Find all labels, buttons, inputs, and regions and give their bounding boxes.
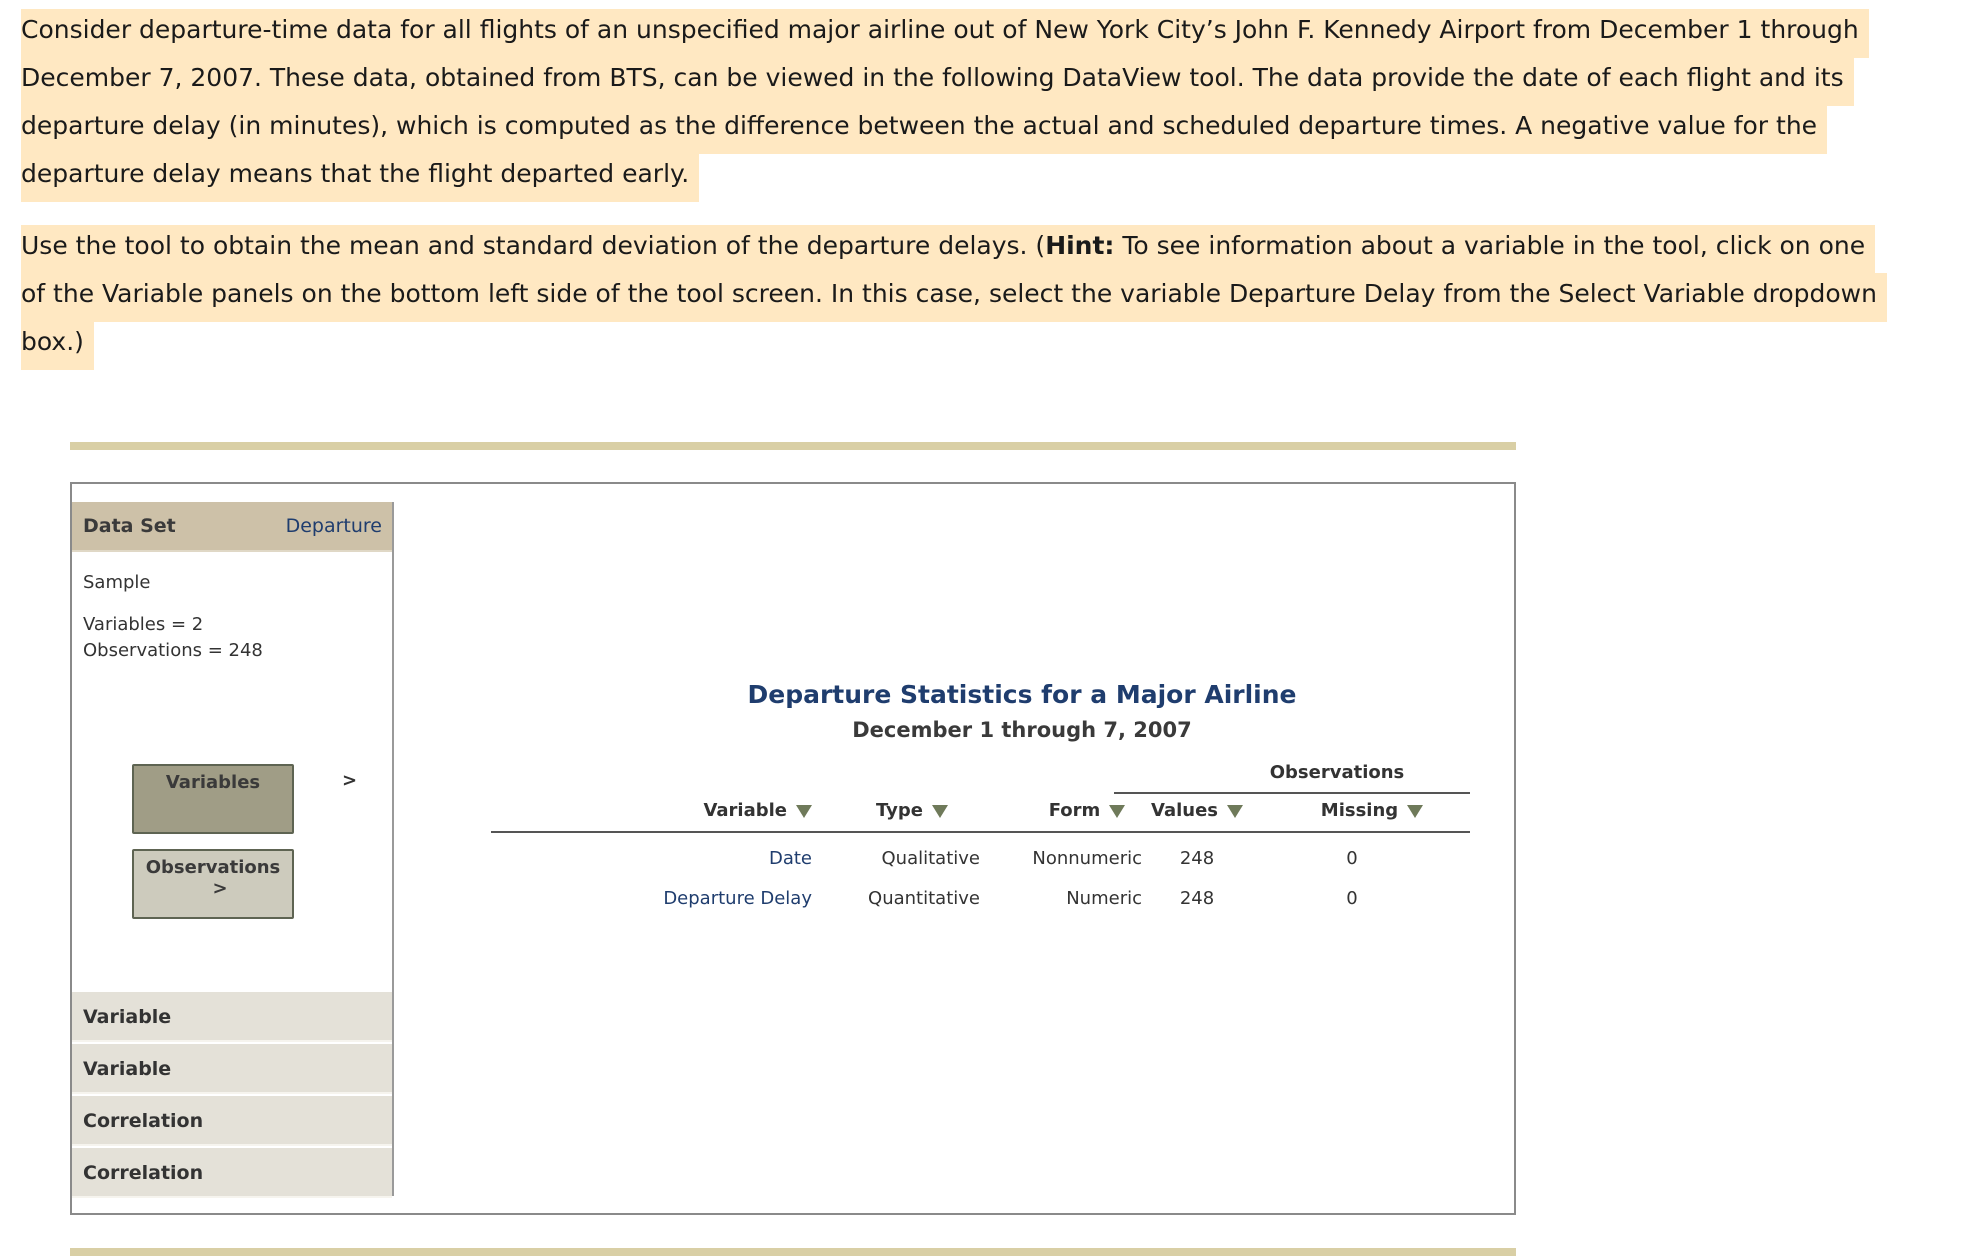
observations-button-label: Observations bbox=[145, 857, 281, 878]
dataset-header bbox=[72, 502, 392, 552]
sort-triangle-icon[interactable] bbox=[1227, 805, 1243, 818]
row-2-type: Quantitative bbox=[868, 888, 980, 909]
header-rule bbox=[491, 831, 1470, 833]
column-header-variable[interactable] bbox=[632, 800, 812, 821]
observations-group-header: Observations bbox=[1269, 762, 1405, 783]
row-2-missing: 0 bbox=[1346, 888, 1358, 909]
observations-button[interactable] bbox=[132, 849, 294, 919]
column-header-type[interactable] bbox=[852, 800, 972, 821]
row-2-variable[interactable]: Departure Delay bbox=[663, 888, 812, 909]
column-header-values-label: Values bbox=[1151, 800, 1218, 821]
row-2-form: Numeric bbox=[1066, 888, 1142, 909]
dataset-label: Data Set bbox=[83, 515, 176, 537]
row-2-values: 248 bbox=[1179, 888, 1215, 909]
correlation-panel-2[interactable]: Correlation bbox=[72, 1148, 392, 1198]
correlation-panel-1[interactable]: Correlation bbox=[72, 1096, 392, 1146]
variable-panel-1[interactable]: Variable bbox=[72, 992, 392, 1042]
intro-paragraph-2-start: Use the tool to obtain the mean and standard deviation of the departure delays. ( bbox=[21, 231, 1046, 260]
variable-panel-2[interactable]: Variable bbox=[72, 1044, 392, 1094]
sort-triangle-icon[interactable] bbox=[1407, 805, 1423, 818]
top-divider bbox=[70, 442, 1516, 450]
sort-triangle-icon[interactable] bbox=[796, 805, 812, 818]
row-1-values: 248 bbox=[1179, 848, 1215, 869]
column-header-variable-label: Variable bbox=[703, 800, 787, 821]
variables-button[interactable] bbox=[132, 764, 294, 834]
variables-button-label: Variables bbox=[165, 772, 261, 793]
column-header-form-label: Form bbox=[1048, 800, 1101, 821]
group-header-rule bbox=[1114, 792, 1470, 794]
sort-triangle-icon[interactable] bbox=[1109, 805, 1125, 818]
table-subtitle: December 1 through 7, 2007 bbox=[852, 718, 1192, 742]
bottom-divider bbox=[70, 1248, 1516, 1256]
observations-arrow-icon: > bbox=[212, 878, 228, 899]
column-header-missing-label: Missing bbox=[1320, 800, 1399, 821]
variables-count: Variables = 2 bbox=[83, 614, 204, 635]
dataview-tool bbox=[70, 482, 1516, 1215]
row-1-missing: 0 bbox=[1346, 848, 1358, 869]
instructions bbox=[21, 6, 1881, 390]
table-title: Departure Statistics for a Major Airline bbox=[747, 680, 1297, 709]
hint-label: Hint: bbox=[1045, 231, 1115, 260]
column-header-missing[interactable] bbox=[1287, 800, 1457, 821]
sort-triangle-icon[interactable] bbox=[932, 805, 948, 818]
observations-count: Observations = 248 bbox=[83, 640, 263, 661]
row-1-variable[interactable]: Date bbox=[768, 848, 812, 869]
sample-label: Sample bbox=[83, 572, 151, 593]
row-1-form: Nonnumeric bbox=[1032, 848, 1142, 869]
dataset-value[interactable]: Departure bbox=[285, 515, 382, 537]
tool-sidebar bbox=[72, 502, 394, 1196]
column-header-type-label: Type bbox=[876, 800, 923, 821]
intro-paragraph-2-end: To see information about a variable in the tool, click on one of the Variable panels on the bottom left side of the tool screen. In this case, select the variable Departure Delay from the Select Variable dropdown box.) bbox=[21, 231, 1877, 356]
row-1-type: Qualitative bbox=[881, 848, 980, 869]
intro-paragraph-1: Consider departure-time data for all flights of an unspecified major airline out of New York City’s John F. Kennedy Airport from December 1 through December 7, 2007. These data, obtained from BTS, can be viewed in the following DataView tool. The data provide the date of each flight and its departure delay (in minutes), which is computed as the difference between the actual and scheduled departure times. A negative value for the departure delay means that the flight departed early. bbox=[21, 6, 1881, 198]
intro-paragraph-2 bbox=[21, 222, 1881, 366]
column-header-values[interactable] bbox=[1132, 800, 1262, 821]
variables-arrow-icon[interactable]: > bbox=[342, 770, 358, 791]
